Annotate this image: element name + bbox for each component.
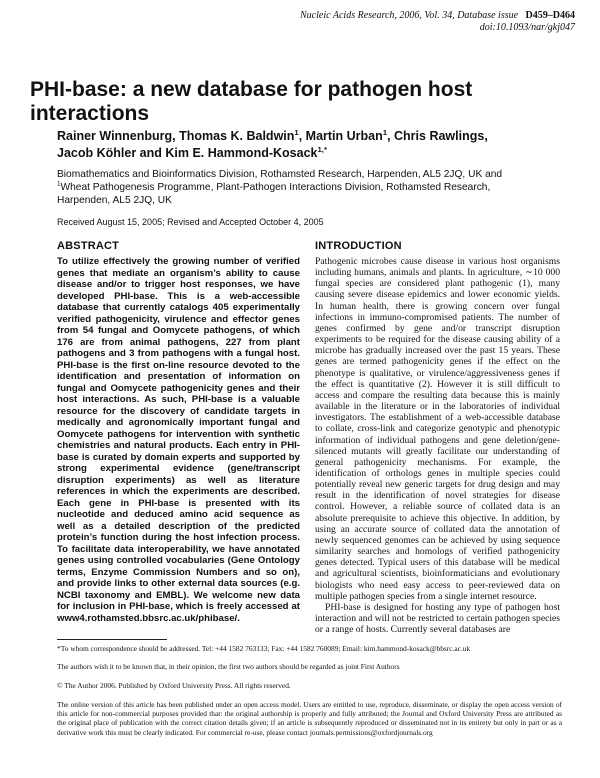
joint-authors-note: The authors wish it to be known that, in their opinion, the first two authors should be regarded as joint First Authors xyxy=(57,662,400,671)
author-list xyxy=(57,128,557,162)
affiliations xyxy=(57,168,577,207)
introduction-heading: INTRODUCTION xyxy=(315,240,402,252)
author-text: Rainer Winnenburg, Thomas K. Baldwin xyxy=(57,129,295,143)
doi: doi:10.1093/nar/gkj047 xyxy=(479,22,575,33)
copyright-note: © The Author 2006. Published by Oxford University Press. All rights reserved. xyxy=(57,681,291,690)
author-text: , Chris Rawlings, xyxy=(387,129,488,143)
page-range: D459–D464 xyxy=(525,10,575,21)
paper-title: PHI-base: a new database for pathogen host interactions xyxy=(30,78,473,125)
affiliation-line: Biomathematics and Bioinformatics Division, Rothamsted Research, Harpenden, AL5 2JQ, UK and xyxy=(57,169,503,180)
license-note: The online version of this article has been published under an open access model. Users are entitled to use, reproduce, disseminate, or display the open access version of this article for non-commercial purposes provided that: the original authorship is properly and fully attributed; the Journal and Oxford University Press are attributed as the original place of publication with the correct citation details given; if an article is subsequently reproduced or disseminated not in its entirety but only in part or as a derivative work this must be clearly indicated. For commercial re-use, please contact journals.permissions@oxfordjournals.org xyxy=(57,700,562,737)
received-dates: Received August 15, 2005; Revised and Accepted October 4, 2005 xyxy=(57,217,324,227)
affiliation-line: Wheat Pathogenesis Programme, Plant-Pathogen Interactions Division, Rothamsted Research, xyxy=(60,182,491,193)
affiliation-sup: 1 xyxy=(57,180,61,188)
author-sup: 1 xyxy=(382,127,388,137)
journal-citation xyxy=(300,10,575,22)
abstract-heading: ABSTRACT xyxy=(57,240,120,252)
author-sup: 1,* xyxy=(317,144,327,154)
introduction-body xyxy=(315,256,560,635)
author-sup: 1 xyxy=(294,127,299,137)
footnote-rule xyxy=(57,639,167,640)
intro-paragraph: PHI-base is designed for hosting any type of pathogen host interaction and will not be restricted to certain pathogen species or a range of hosts. Currently several databases are xyxy=(315,601,560,636)
affiliation-line: Harpenden, AL5 2JQ, UK xyxy=(57,195,172,206)
author-text: , Martin Urban xyxy=(298,129,383,143)
correspondence-note: *To whom correspondence should be addressed. Tel: +44 1582 763133; Fax: +44 1582 760089; Email: kim.hammond-kosack@bbsrc.ac.uk xyxy=(57,644,471,653)
journal-name: Nucleic Acids Research, 2006, Vol. 34, Database issue xyxy=(300,10,519,21)
intro-paragraph: Pathogenic microbes cause disease in various host organisms including humans, animals and plants. In agriculture, ∼10 000 fungal species are considered plant pathogenic (1), many causing severe disease epidemics and lower economic yields. In human health, there is growing concern over fungal infections in immuno-compromised patients. The number of genes confirmed by gene and/or transcript disruption experiments to be required for the disease causing ability of a microbe has gradually increased over the past 15 years. These genes are termed pathogenicity genes if the effect on the phenotype is qualitative, or virulence/aggressiveness genes if the effect is quantitative (2). However it is still difficult to access and compare the resulting data because this is mainly available in the literature or in the laboratories of individual investigators. The establishment of a web-accessible database to collate, cross-link and categorize genotypic and phenotypic information of individual pathogens and gene deletion/gene-silenced mutants will greatly facilitate our understanding of general pathogenicity mechanisms. For example, the identification of orthologs genes in multiple species could potentially reveal new generic targets for drug design and may result in the identification of novel strategies for disease control. However, a reliable source of collated data is an absolute prerequisite to achieve this objective. In addition, by using an accurate source of collated data the annotation of newly sequenced genomes can be achieved by using sequence similarity searches and homologs of verified pathogenicity genes detected. Typical users of this database will be medical and agricultural scientists, bioinformaticians and evolutionary biologists who need easy access to peer-reviewed data on multiple pathogen species from a single internet resource. xyxy=(315,256,560,602)
abstract-text: To utilize effectively the growing number of verified genes that mediate an organism’s ability to cause disease and/or to trigger host responses, we have developed PHI-base. This is a web-accessible database that currently catalogs 405 experimentally verified pathogenicity, virulence and effector genes from 54 fungal and Oomycete pathogens, of which 176 are from animal pathogens, 227 from plant pathogens and 3 from pathogens with a fungal host. PHI-base is the first on-line resource devoted to the identification and presentation of information on fungal and Oomycete pathogenicity genes and their host interactions. As such, PHI-base is a valuable resource for the discovery of candidate targets in medically and agronomically important fungal and Oomycete pathogens for intervention with synthetic chemistries and natural products. Each entry in PHI-base is curated by domain experts and supported by strong experimental evidence (gene/transcript disruption experiments) as well as literature references in which the experiments are described. Each gene in PHI-base is presented with its nucleotide and deduced amino acid sequence as well as a detailed description of the predicted protein’s function during the host infection process. To facilitate data interoperability, we have annotated genes using controlled vocabularies (Gene Ontology terms, Enzyme Commission Numbers and so on), and provide links to other external data sources (e.g. NCBI taxonomy and EMBL). We welcome new data for inclusion in PHI-base, which is freely accessed at www4.rothamsted.bbsrc.ac.uk/phibase/. xyxy=(57,256,300,624)
author-text: Jacob Köhler and Kim E. Hammond-Kosack xyxy=(57,146,318,160)
